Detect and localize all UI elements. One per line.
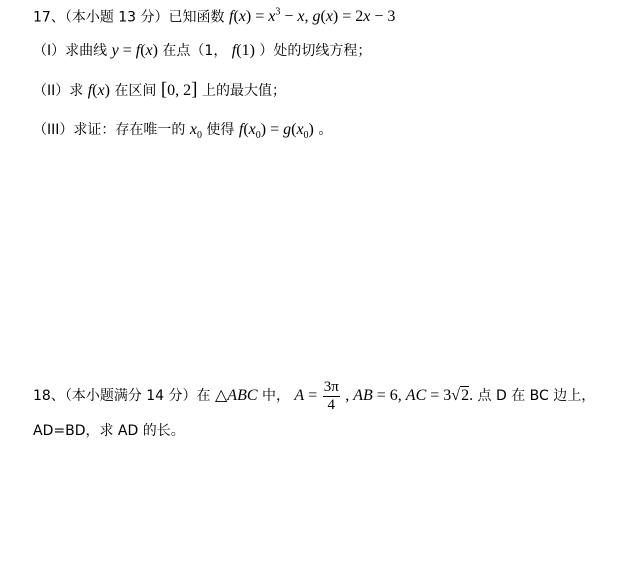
angle-expression: A = — [294, 387, 318, 404]
part-2-mid: 在区间 — [114, 83, 157, 99]
problem-18-line-1 — [33, 378, 595, 414]
problem-18-mid: 中， — [261, 388, 290, 404]
fraction-denominator: 4 — [327, 396, 335, 413]
part-3-mid: 使得 — [206, 122, 235, 138]
curve-expression: y = f(x) — [111, 42, 158, 59]
problem-17-part-2 — [33, 80, 286, 101]
part-3-tail: 。 — [318, 122, 333, 138]
problem-17-part-1 — [33, 41, 371, 61]
problem-18-line-2: AD=BD，求 AD 的长。 — [33, 423, 185, 439]
equation-expression: $f(x_0) = g(x_0)$ — [238, 121, 314, 142]
function-expression: f(x) — [87, 82, 110, 99]
side-conditions: , AB = 6, AC = 3√2. — [345, 387, 474, 404]
point-expression: f(1) — [231, 42, 255, 59]
fraction-numerator: 3π — [323, 378, 339, 395]
problem-17-header — [33, 3, 395, 27]
problem-18-header-text: 18、（本小题满分 14 分）在 — [33, 388, 211, 404]
part-1-label: （I）求曲线 — [33, 43, 108, 59]
part-2-tail: 上的最大值； — [201, 83, 286, 99]
problem-18-text-after: 点 D 在 BC 边上， — [477, 388, 596, 404]
variable-expression: $x_0$ — [189, 121, 202, 142]
problem-17-part-3 — [33, 120, 332, 146]
problem-17-header-text: 17、（本小题 13 分）已知函数 — [33, 9, 225, 26]
part-1-tail: ）处的切线方程； — [259, 43, 372, 59]
part-2-label: （II）求 — [33, 83, 84, 99]
part-3-label: （III）求证：存在唯一的 — [33, 122, 186, 138]
part-1-mid: 在点（1， — [162, 43, 228, 59]
triangle-expression: △ABC — [214, 387, 258, 404]
function-definition: $f(x) = x^3 - x$, g(x) = 2x − 3 — [228, 7, 396, 26]
angle-fraction — [323, 379, 340, 414]
interval-expression: [0, 2] — [160, 79, 198, 100]
